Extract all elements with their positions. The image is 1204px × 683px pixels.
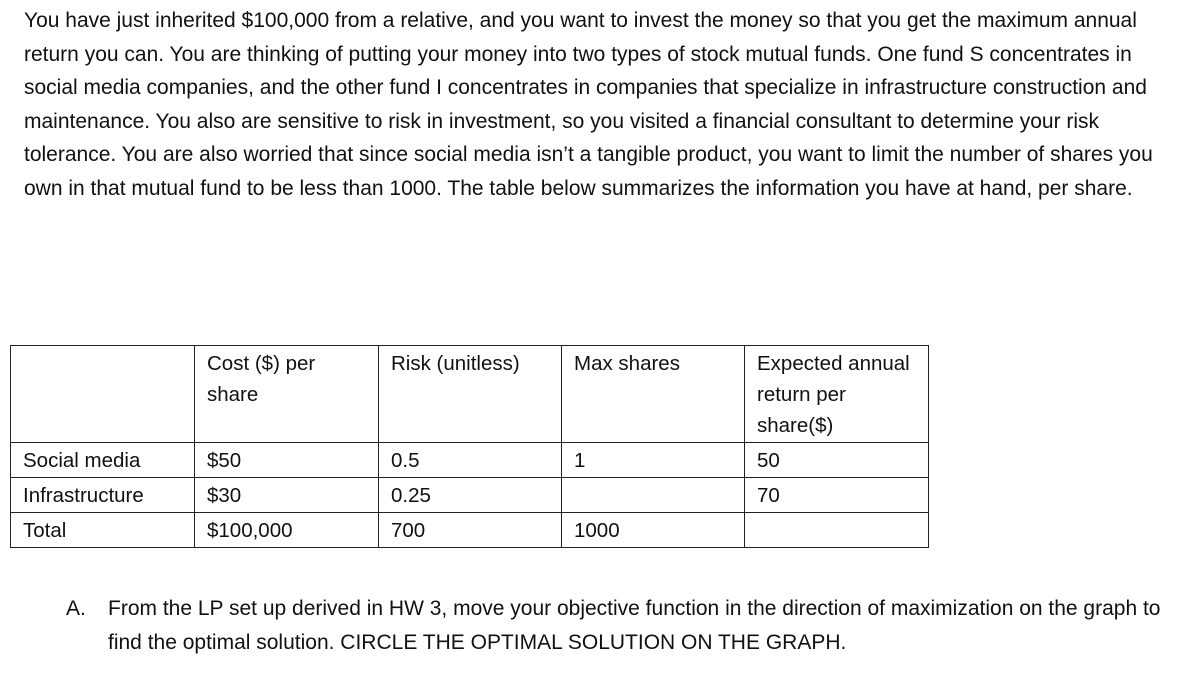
header-cell-expected-return: Expected annual return per share($) xyxy=(745,346,929,443)
max-shares-cell: 1000 xyxy=(562,513,745,548)
question-letter: A. xyxy=(66,597,86,620)
risk-cell: 0.25 xyxy=(379,478,562,513)
row-label: Infrastructure xyxy=(11,478,195,513)
table-row xyxy=(11,478,929,513)
row-label: Total xyxy=(11,513,195,548)
intro-paragraph: You have just inherited $100,000 from a relative, and you want to invest the money so that you get the maximum annual return you can. You are thinking of putting your money into two types of stock mutual funds. One fund S concentrates in social media companies, and the other fund I concentrates in companies that specialize in infrastructure construction and maintenance. You also are sensitive to risk in investment, so you visited a financial consultant to determine your risk tolerance. You are also worried that since social media isn’t a tangible product, you want to limit the number of shares you own in that mutual fund to be less than 1000. The table below summarizes the information you have at hand, per share. xyxy=(24,9,1153,200)
max-shares-cell xyxy=(562,478,745,513)
table-header-row xyxy=(11,346,929,443)
cost-cell: $30 xyxy=(195,478,379,513)
cost-cell: $50 xyxy=(195,443,379,478)
header-cell-max-shares: Max shares xyxy=(562,346,745,443)
risk-cell: 0.5 xyxy=(379,443,562,478)
header-cell-empty xyxy=(11,346,195,443)
table-row xyxy=(11,443,929,478)
return-cell: 70 xyxy=(745,478,929,513)
header-cell-cost: Cost ($) per share xyxy=(195,346,379,443)
info-table xyxy=(10,345,929,548)
row-label: Social media xyxy=(11,443,195,478)
header-cell-risk: Risk (unitless) xyxy=(379,346,562,443)
max-shares-cell: 1 xyxy=(562,443,745,478)
question-text: From the LP set up derived in HW 3, move your objective function in the direction of maximization on the graph to find the optimal solution. CIRCLE THE OPTIMAL SOLUTION ON THE GRAPH. xyxy=(108,597,1161,654)
risk-cell: 700 xyxy=(379,513,562,548)
table-row xyxy=(11,513,929,548)
return-cell: 50 xyxy=(745,443,929,478)
cost-cell: $100,000 xyxy=(195,513,379,548)
question-a xyxy=(66,592,1176,660)
return-cell xyxy=(745,513,929,548)
